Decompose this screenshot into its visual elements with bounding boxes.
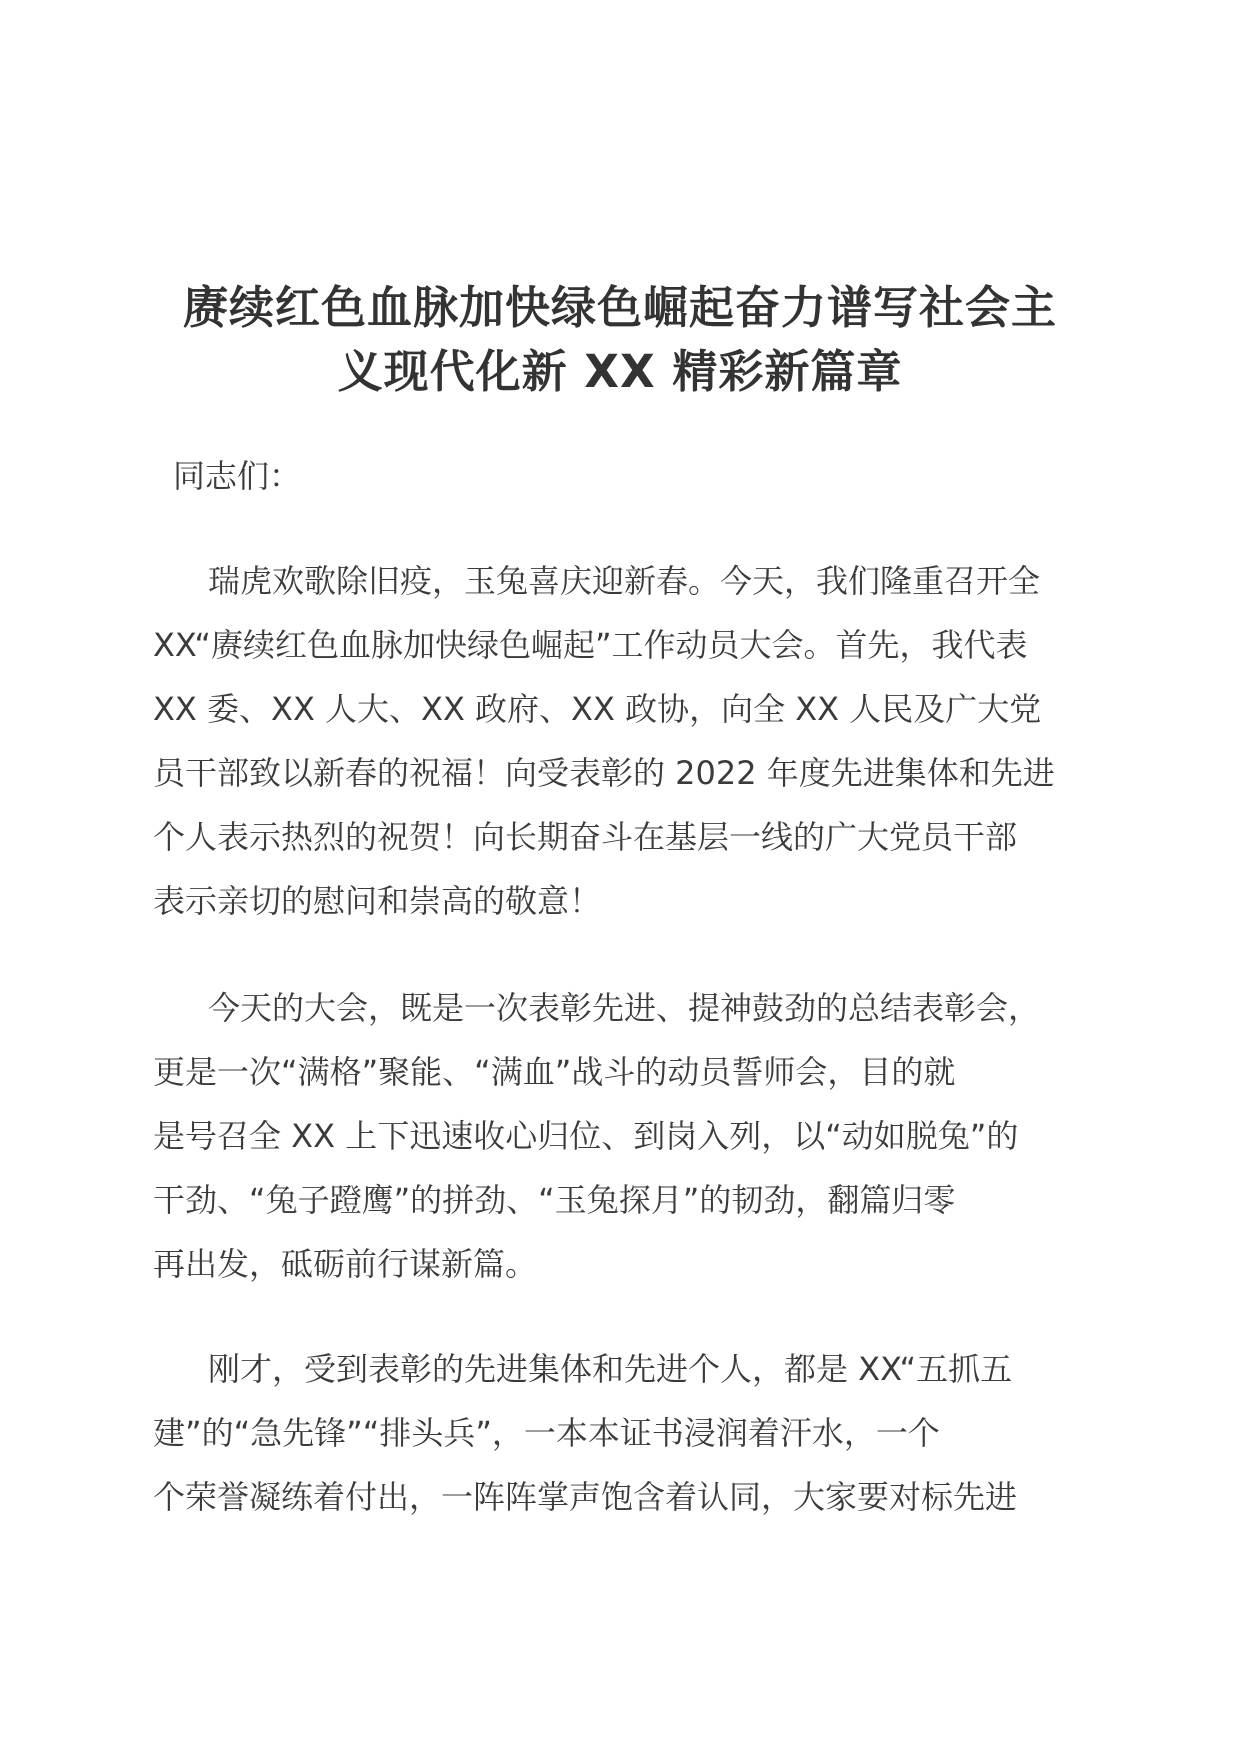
paragraph-line: 更是一次“满格”聚能、“满血”战斗的动员誓师会，目的就 (153, 1053, 956, 1091)
paragraph-line: 员干部致以新春的祝福！向受表彰的 2022 年度先进集体和先进 (153, 754, 1055, 792)
paragraph-line: XX 委、XX 人大、XX 政府、XX 政协，向全 XX 人民及广大党 (153, 690, 1042, 728)
title-line: 义现代化新 XX 精彩新篇章 (337, 345, 903, 398)
paragraph-line: XX“赓续红色血脉加快绿色崛起”工作动员大会。首先，我代表 (153, 626, 1028, 664)
paragraph-line: 再出发，砥砺前行谋新篇。 (153, 1245, 538, 1283)
paragraph-line: 今天的大会，既是一次表彰先进、提神鼓劲的总结表彰会， (208, 989, 1041, 1027)
title-line: 赓续红色血脉加快绿色崛起奋力谱写社会主 (182, 281, 1057, 334)
paragraph-line: 个人表示热烈的祝贺！向长期奋斗在基层一线的广大党员干部 (153, 818, 1018, 856)
paragraph-3 (153, 1337, 1088, 1529)
document-title (150, 276, 1090, 404)
paragraph-line: 刚才，受到表彰的先进集体和先进个人，都是 XX“五抓五 (208, 1350, 1013, 1388)
paragraph-1 (153, 549, 1088, 933)
paragraph-line: 干劲、“兔子蹬鹰”的拼劲、“玉兔探月”的韧劲，翻篇归零 (153, 1181, 956, 1219)
paragraph-line: 建”的“急先锋”“排头兵”，一本本证书浸润着汗水，一个 (153, 1414, 940, 1452)
paragraph-line: 个荣誉凝练着付出，一阵阵掌声饱含着认同，大家要对标先进 (153, 1478, 1018, 1516)
salutation: 同志们： (173, 457, 302, 495)
paragraph-line: 瑞虎欢歌除旧疫，玉兔喜庆迎新春。今天，我们隆重召开全 (208, 562, 1041, 600)
paragraph-line: 是号召全 XX 上下迅速收心归位、到岗入列，以“动如脱兔”的 (153, 1117, 1019, 1155)
paragraph-line: 表示亲切的慰问和崇高的敬意！ (153, 882, 602, 920)
paragraph-2 (153, 976, 1088, 1296)
